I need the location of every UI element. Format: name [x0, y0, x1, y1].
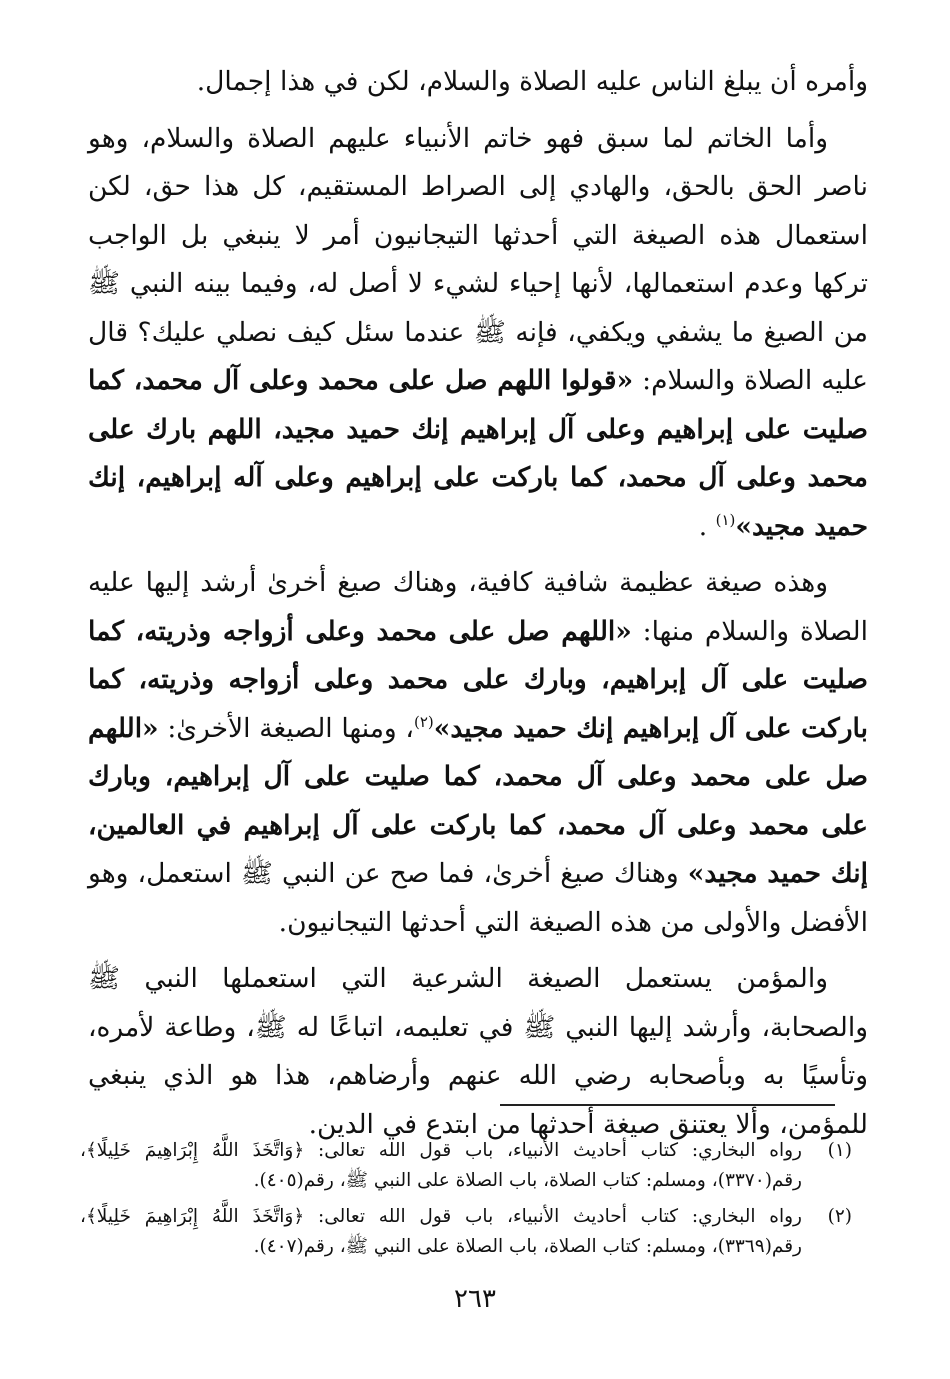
salawat-quote-2: «اللهم صل على محمد وعلى أزواجه وذريته، كما صليت على آل إبراهيم، وبارك على محمد وعلى أزواجه وذريته، كما باركت على آل إبراهيم إنك حميد مجيد» [88, 615, 869, 744]
paragraph-3-end: وهناك صيغ أخرىٰ، فما صح عن النبي ﷺ استعمل، وهو الأفضل والأولى من هذه الصيغة التي أحدثها التيجانيون. [88, 858, 868, 938]
paragraph-4: والمؤمن يستعمل الصيغة الشرعية التي استعملها النبي ﷺ والصحابة، وأرشد إليها النبي ﷺ في تعليمه، اتباعًا له ﷺ، وطاعة لأمره، وتأسيًا به وبأصحابه رضي الله عنهم وأرضاهم، هذا هو الذي ينبغي للمؤمن، وألا يعتنق صيغة أحدثها من ابتدع في الدين. [88, 963, 868, 1140]
footnote-2 [80, 1202, 852, 1262]
footnote-2-text: رواه البخاري: كتاب أحاديث الأنبياء، باب قول الله تعالى: ﴿وَاتَّخَذَ اللَّهُ إِبْرَاهِيمَ خَلِيلًا﴾، رقم(٣٣٦٩)، ومسلم: كتاب الصلاة، باب الصلاة على النبي ﷺ، رقم(٤٠٧). [80, 1206, 802, 1257]
paragraph-3 [88, 559, 868, 947]
footnote-2-number: (٢) [827, 1206, 852, 1227]
footnote-ref-1[interactable]: (١) [715, 510, 736, 529]
footnotes [80, 1136, 852, 1268]
paragraph-2-text: وأما الخاتم لما سبق فهو خاتم الأنبياء عليهم الصلاة والسلام، وهو ناصر الحق بالحق، والهادي إلى الصراط المستقيم، كل هذا حق، لكن استعمال هذه الصيغة التي أحدثها التيجانيون أمر لا ينبغي بل الواجب تركها وعدم استعمالها، لأنها إحياء لشيء لا أصل له، وفيما بينه النبي ﷺ من الصيغ ما يشفي ويكفي، فإنه ﷺ عندما سئل كيف نصلي عليك؟ قال عليه الصلاة والسلام: [88, 122, 868, 396]
salawat-quote-3: «اللهم صل على محمد وعلى آل محمد، كما صليت على آل إبراهيم، وبارك على محمد وعلى آل محمد، كما باركت على آل إبراهيم في العالمين، إنك حميد مجيد» [88, 712, 868, 889]
main-text [88, 58, 868, 1149]
footnote-1 [80, 1136, 852, 1196]
footnote-1-text: رواه البخاري: كتاب أحاديث الأنبياء، باب قول الله تعالى: ﴿وَاتَّخَذَ اللَّهُ إِبْرَاهِيمَ خَلِيلًا﴾، رقم(٣٣٧٠)، ومسلم: كتاب الصلاة، باب الصلاة على النبي ﷺ، رقم(٤٠٥). [80, 1140, 802, 1191]
paragraph-2-end: . [698, 510, 708, 542]
paragraph-3-intro: وهذه صيغة عظيمة شافية كافية، وهناك صيغ أخرىٰ أرشد إليها عليه الصلاة والسلام منها: [88, 567, 868, 647]
footnote-ref-2[interactable]: (٢) [414, 712, 434, 731]
page-number: ٢٦٣ [454, 1284, 496, 1314]
footnote-1-number: (١) [827, 1140, 852, 1161]
footnote-divider [500, 1104, 835, 1106]
paragraph-2 [88, 115, 868, 552]
salawat-quote-1: «قولوا اللهم صل على محمد وعلى آل محمد، كما صليت على إبراهيم وعلى آل إبراهيم إنك حميد مجيد، اللهم بارك على محمد وعلى آل محمد، كما باركت على إبراهيم وعلى آله إبراهيم، إنك حميد مجيد» [88, 365, 868, 542]
paragraph-1: وأمره أن يبلغ الناس عليه الصلاة والسلام، لكن في هذا إجمال. [196, 66, 868, 97]
paragraph-3-middle: ، ومنها الصيغة الأخرىٰ: [167, 712, 414, 744]
